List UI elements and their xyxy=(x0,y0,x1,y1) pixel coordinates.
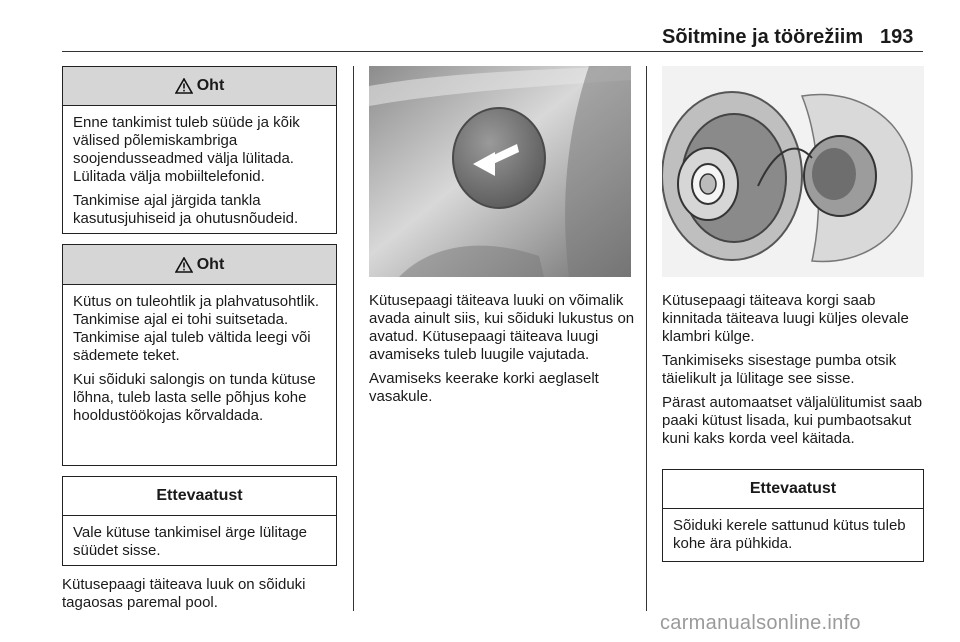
warning-text: Enne tankimist tuleb süüde ja kõik välised põlemiskambriga soojendusseadmed välja lülitada. Lülitada välja mobiiltelefonid. xyxy=(73,114,300,185)
middle-paragraph: Avamiseks keerake korki aeglaselt vasakule. xyxy=(369,370,599,405)
middle-text xyxy=(369,292,639,412)
caution-text: Sõiduki kerele sattunud kütus tuleb kohe ära pühkida. xyxy=(673,517,906,552)
warning-box-fire-safety xyxy=(62,66,337,234)
column-divider-2 xyxy=(646,66,647,611)
right-paragraph: Kütusepaagi täiteava korgi saab kinnitada täiteava luugi küljes olevale klambri külge. xyxy=(662,292,909,345)
caution-box-fuel-on-body xyxy=(662,469,924,562)
caution-text: Vale kütuse tankimisel ärge lülitage süüdet sisse. xyxy=(73,524,308,559)
watermark: carmanualsonline.info xyxy=(660,612,861,634)
right-paragraph: Tankimiseks sisestage pumba otsik täielikult ja lülitage see sisse. xyxy=(662,352,897,387)
warning-text: Kütus on tuleohtlik ja plahvatusohtlik. Tankimise ajal ei tohi suitsetada. Tankimise ajal tuleb vältida leegi või sädemete teket. xyxy=(73,293,319,364)
warning-triangle-icon xyxy=(175,78,193,94)
page-header-title: Sõitmine ja töörežiim xyxy=(662,26,864,48)
caution-title: Ettevaatust xyxy=(663,470,923,509)
middle-paragraph: Kütusepaagi täiteava luuki on võimalik avada ainult siis, kui sõiduki lukustus on avatud. Kütusepaagi täiteava luugi avamiseks tuleb luugile vajutada. xyxy=(369,292,635,363)
column-divider-1 xyxy=(353,66,354,611)
caution-title: Ettevaatust xyxy=(63,477,336,516)
header-rule xyxy=(62,51,923,52)
right-paragraph: Pärast automaatset väljalülitumist saab paaki kütust lisada, kui pumbaotsakut kuni kaks korda veel käitada. xyxy=(662,394,923,447)
fuel-door-illustration xyxy=(369,66,631,277)
left-paragraph: Kütusepaagi täiteava luuk on sõiduki tagaosas paremal pool. xyxy=(62,576,306,611)
warning-text: Kui sõiduki salongis on tunda kütuse lõhna, tuleb lasta selle põhjus kohe hooldustöökojas kõrvaldada. xyxy=(73,371,316,424)
warning-box-flammable-fuel xyxy=(62,244,337,466)
warning-title: Oht xyxy=(196,77,225,94)
caution-box-wrong-fuel xyxy=(62,476,337,566)
warning-title: Oht xyxy=(196,255,225,273)
page-number: 193 xyxy=(880,26,914,48)
right-text xyxy=(662,292,932,454)
fuel-cap-illustration xyxy=(662,66,924,277)
warning-triangle-icon xyxy=(175,257,193,273)
warning-text: Tankimise ajal järgida tankla kasutusjuhiseid ja ohutusnõudeid. xyxy=(73,192,299,227)
